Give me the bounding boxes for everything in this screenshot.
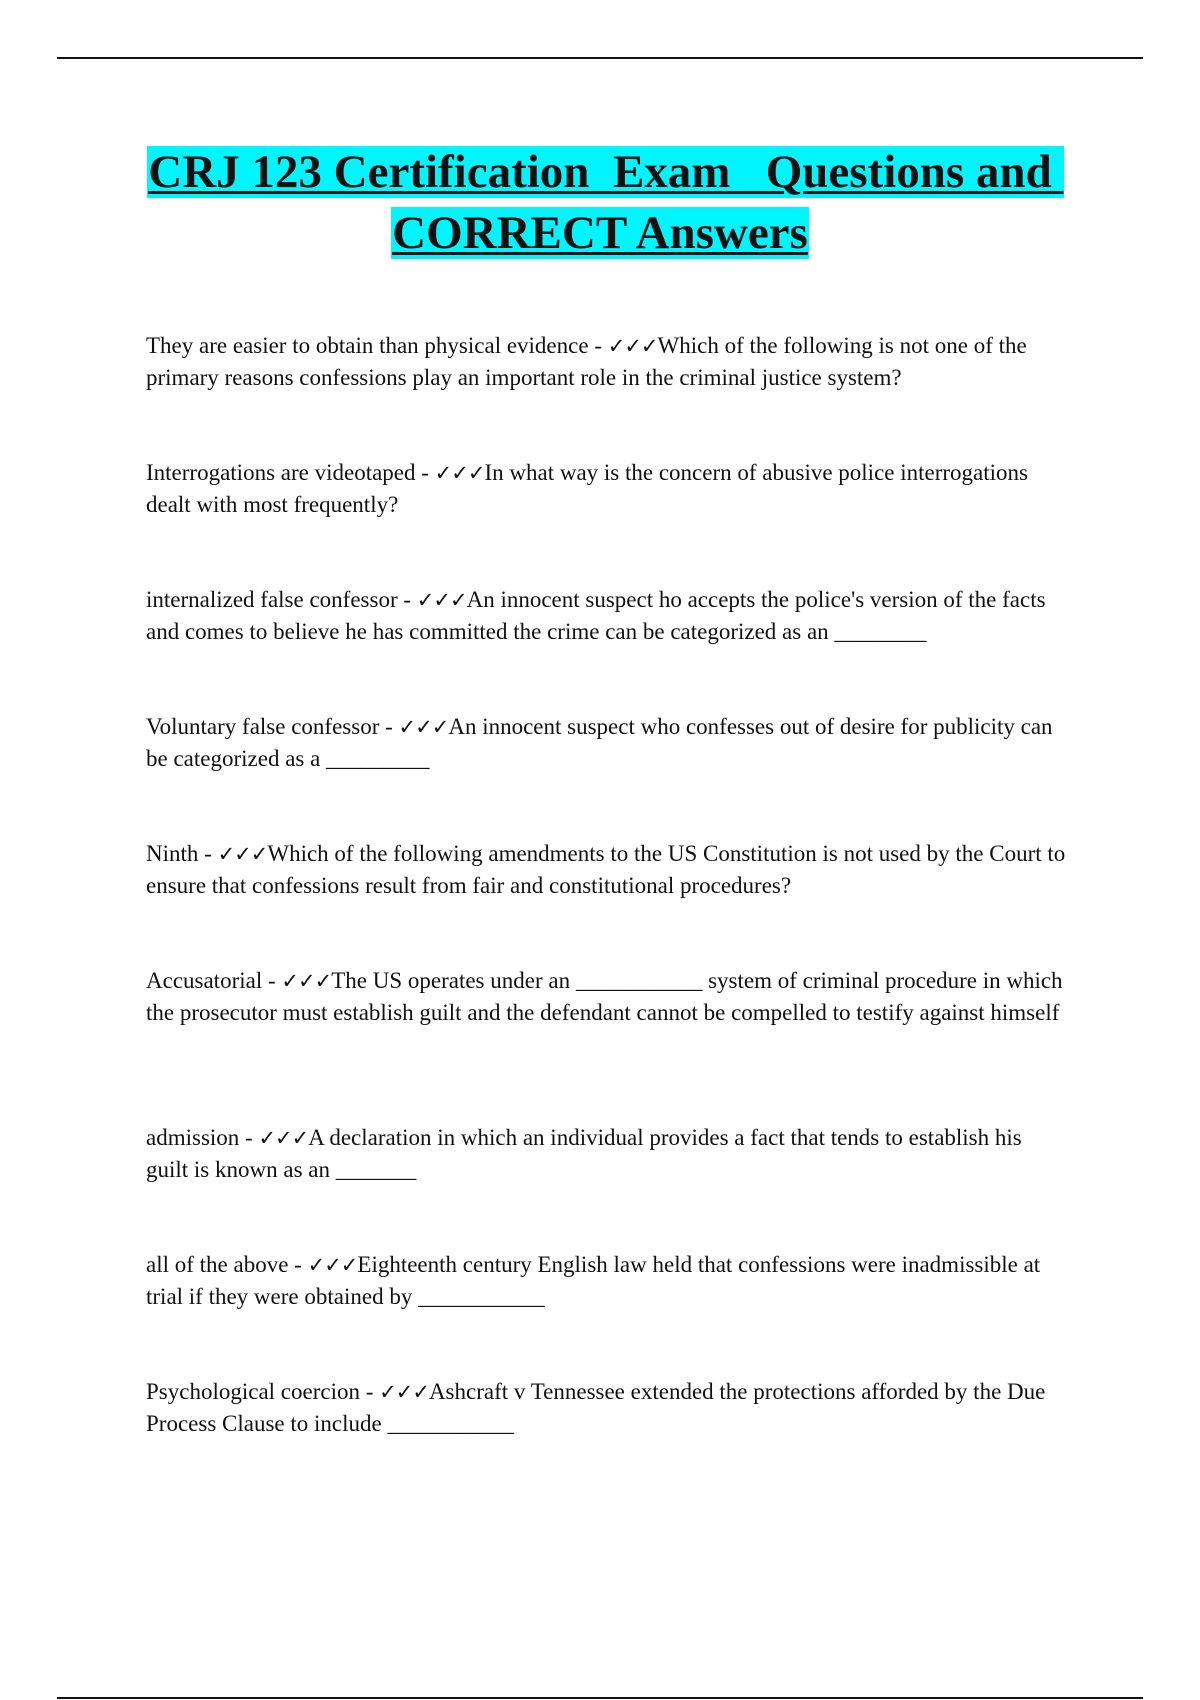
question-text: A declaration in which an individual provides a fact that tends to establish his guilt is known as an _______ [146, 1125, 1022, 1182]
check-icon: ✓✓✓ [258, 1126, 309, 1150]
question-text: An innocent suspect ho accepts the police's version of the facts and comes to believe he has committed the crime can be categorized as an ________ [146, 587, 1046, 644]
answer-text: internalized false confessor [146, 587, 398, 612]
qa-item [146, 457, 1066, 520]
qa-item [146, 838, 1066, 901]
question-text: Ashcraft v Tennessee extended the protections afforded by the Due Process Clause to include ___________ [146, 1379, 1046, 1436]
question-text: In what way is the concern of abusive police interrogations dealt with most frequently? [146, 460, 1028, 517]
check-icon: ✓✓✓ [607, 334, 658, 358]
check-icon: ✓✓✓ [217, 842, 268, 866]
check-icon: ✓✓✓ [307, 1253, 358, 1277]
title-block [120, 142, 1080, 264]
separator: - [198, 841, 218, 866]
top-divider [57, 57, 1143, 59]
qa-item [146, 584, 1066, 647]
qa-item [146, 330, 1066, 393]
check-icon: ✓✓✓ [434, 461, 485, 485]
qa-item [146, 1249, 1066, 1312]
question-text: Eighteenth century English law held that confessions were inadmissible at trial if they were obtained by ___________ [146, 1252, 1041, 1309]
separator: - [397, 587, 417, 612]
answer-text: admission [146, 1125, 240, 1150]
separator: - [239, 1125, 259, 1150]
separator: - [288, 1252, 308, 1277]
qa-item [146, 711, 1066, 774]
document-title: CRJ 123 Certification Exam Questions and CORRECT Answers [148, 146, 1064, 259]
question-text: Which of the following amendments to the US Constitution is not used by the Court to ensure that confessions result from fair and constitutional procedures? [146, 841, 1066, 898]
answer-text: Psychological coercion [146, 1379, 360, 1404]
check-icon: ✓✓✓ [379, 1380, 429, 1404]
question-text: The US operates under an ___________ system of criminal procedure in which the prosecutor must establish guilt and the defendant cannot be compelled to testify against himself [146, 968, 1063, 1025]
question-text: Which of the following is not one of the primary reasons confessions play an important role in the criminal justice system? [146, 333, 1027, 390]
check-icon: ✓✓✓ [398, 715, 449, 739]
check-icon: ✓✓✓ [281, 969, 332, 993]
question-text: An innocent suspect who confesses out of desire for publicity can be categorized as a _________ [146, 714, 1053, 771]
separator: - [415, 460, 435, 485]
check-icon: ✓✓✓ [416, 588, 467, 612]
answer-text: Ninth [146, 841, 199, 866]
qa-item [146, 1376, 1066, 1439]
answer-text: Interrogations are videotaped [146, 460, 416, 485]
separator: - [262, 968, 282, 993]
answer-text: They are easier to obtain than physical evidence [146, 333, 589, 358]
answer-text: all of the above [146, 1252, 289, 1277]
qa-item [146, 965, 1066, 1028]
separator: - [379, 714, 399, 739]
qa-item [146, 1122, 1066, 1185]
answer-text: Accusatorial [146, 968, 263, 993]
answer-text: Voluntary false confessor [146, 714, 380, 739]
separator: - [359, 1379, 380, 1404]
separator: - [588, 333, 608, 358]
bottom-divider [57, 1697, 1143, 1699]
